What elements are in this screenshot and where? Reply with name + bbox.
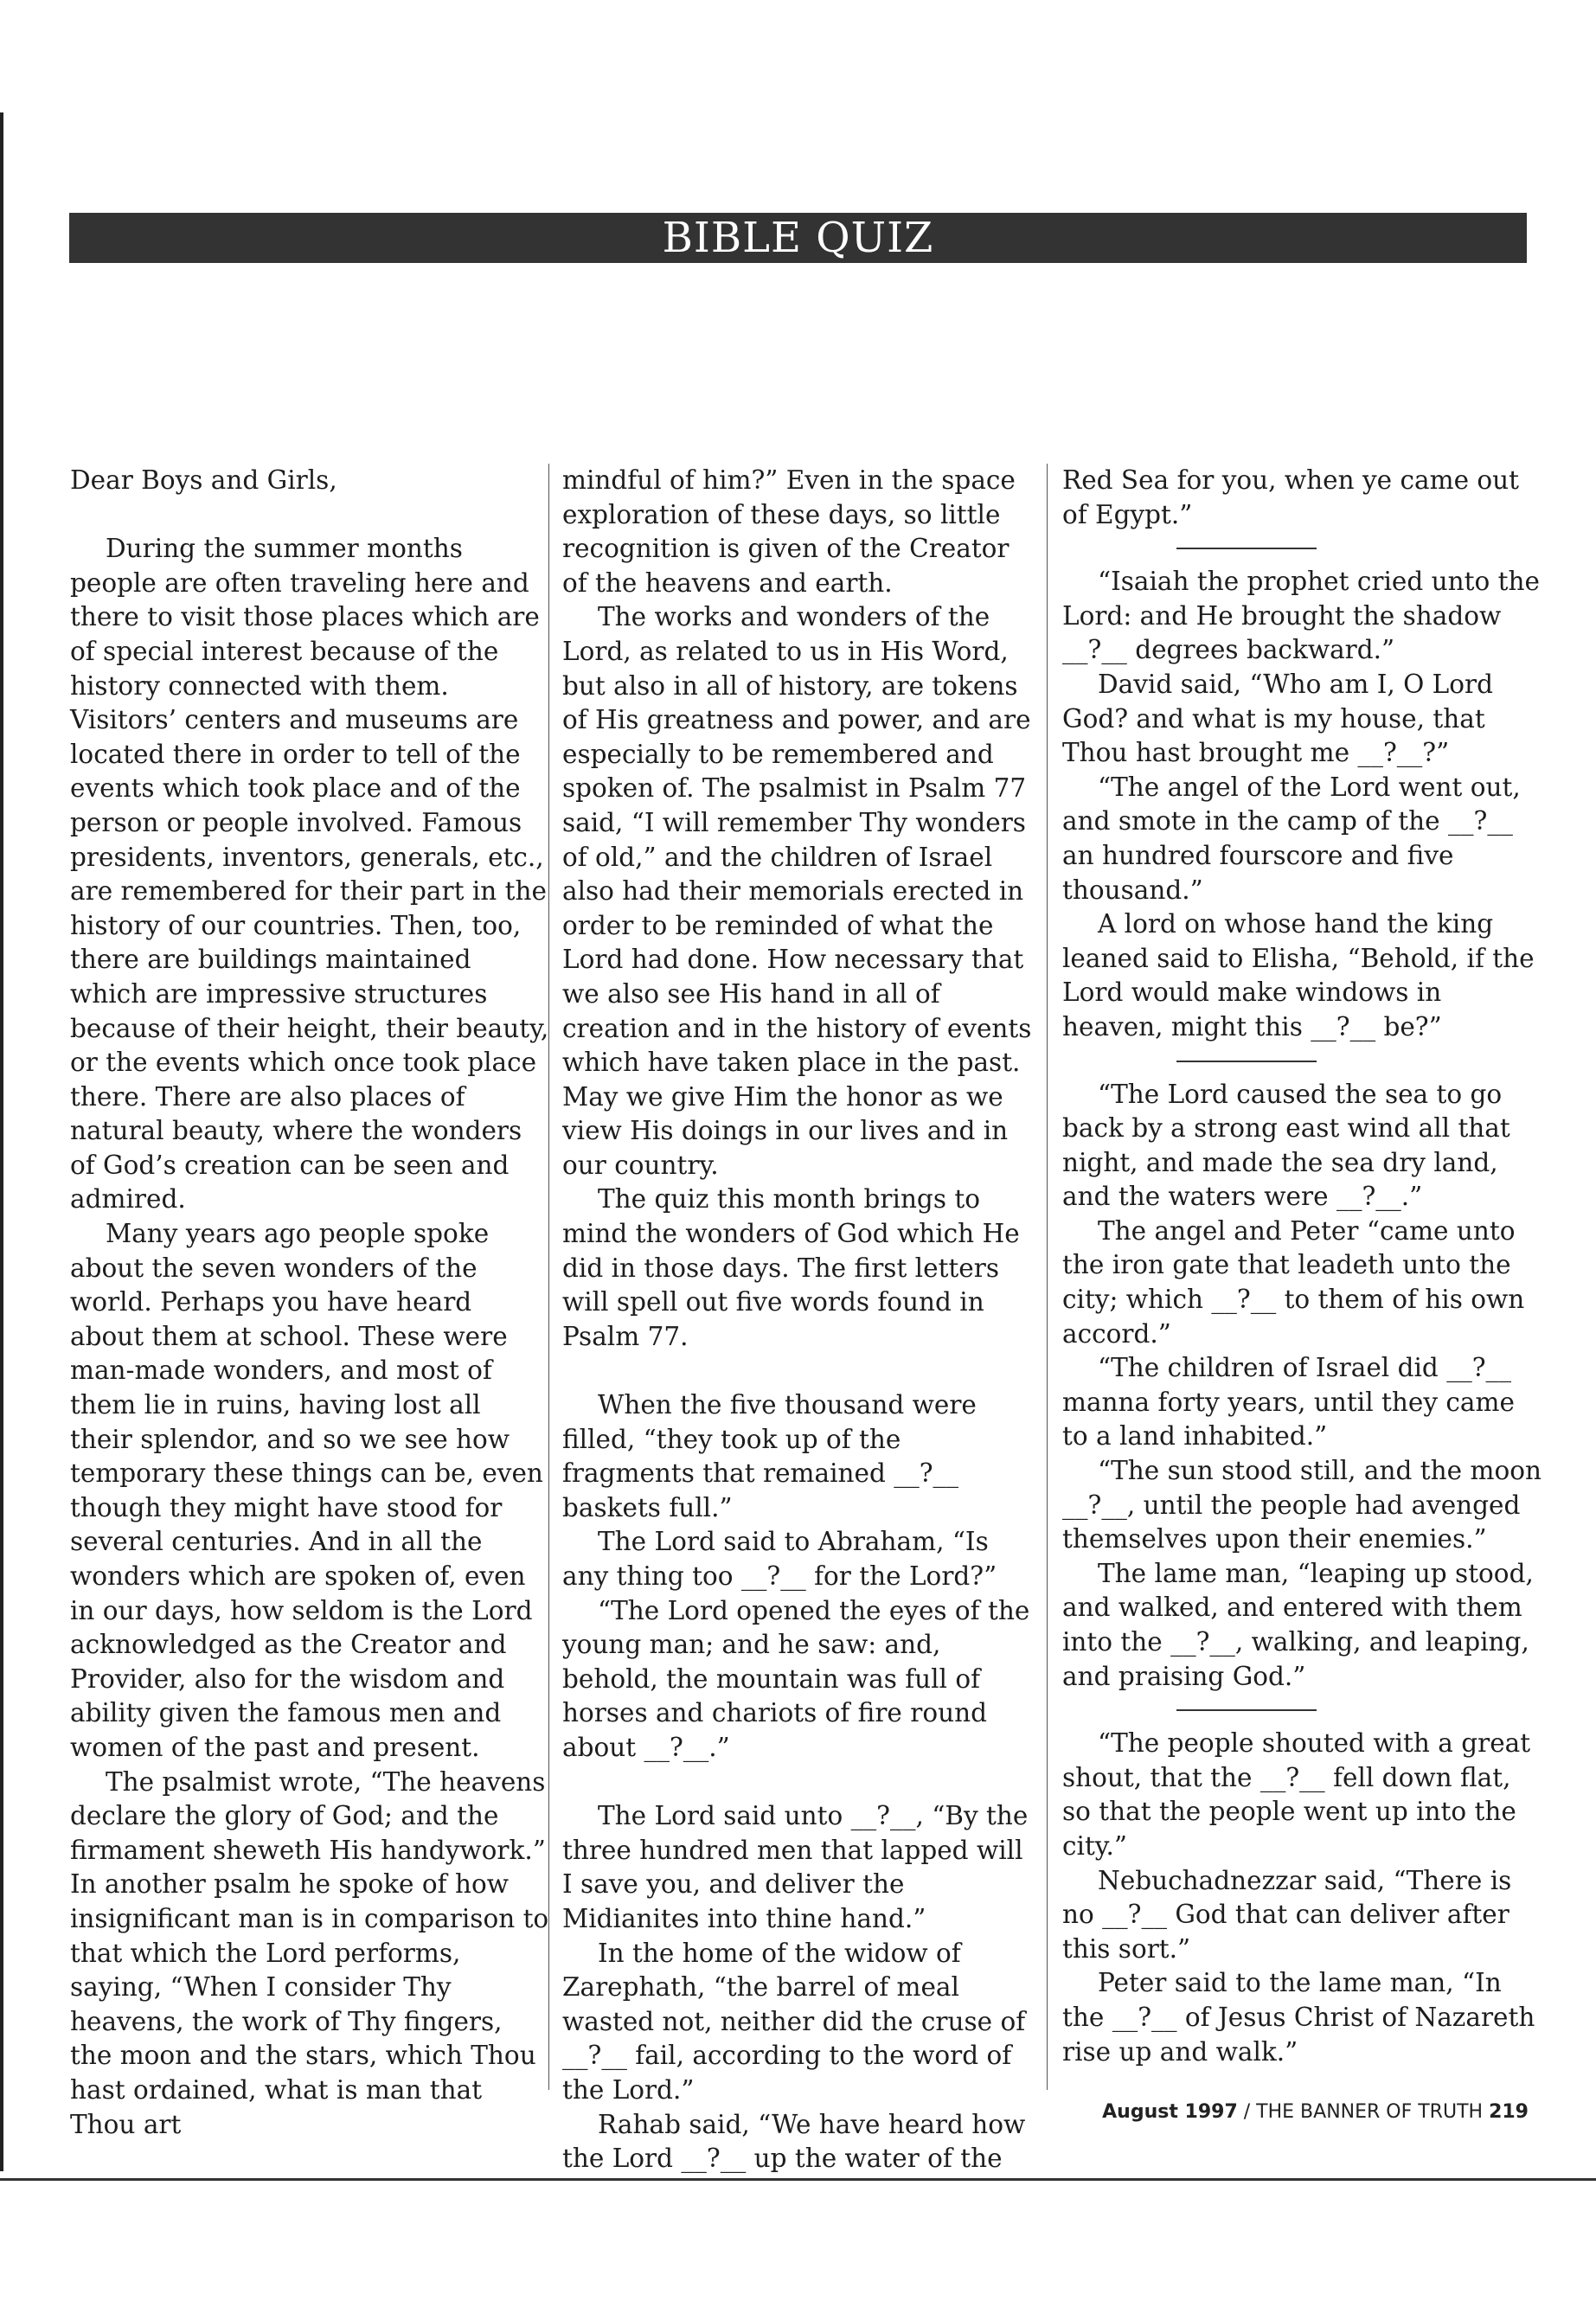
column-rule [1047, 464, 1048, 2090]
quiz-question: “The Lord opened the eyes of the young man; and he saw: and, behold, the mountain was full of horses and chariots of fire round about __?__.” [562, 1595, 1030, 1762]
paragraph: The psalmist wrote, “The heavens declare the glory of God; and the firmament sheweth His handywork.” In another psalm he spoke of how insignificant man is in comparison to that which the Lord performs, saying, “When I consider Thy heavens, the work of Thy fingers, the moon and the stars, which Thou hast ordained, what is man that Thou art [70, 1766, 549, 2139]
publication-name: THE BANNER OF TRUTH [1256, 2101, 1484, 2123]
paragraph: The quiz this month brings to mind the wonders of God which He did in those days. The first letters will spell out five words found in Psalm 77. [562, 1184, 1020, 1351]
quiz-question: “The Lord caused the sea to go back by a strong east wind all that night, and made the sea dry land, and the waters were __?__.” [1062, 1079, 1510, 1212]
section-divider [1176, 548, 1317, 549]
quiz-question: In the home of the widow of Zarephath, “the barrel of meal wasted not, neither did the cruse of __?__ fail, according to the word of the Lord.” [562, 1938, 1026, 2105]
issue-date: August 1997 [1102, 2101, 1238, 2123]
quiz-question: Nebuchadnezzar said, “There is no __?__ God that can deliver after this sort.” [1062, 1865, 1512, 1964]
scan-bottom-edge [0, 2178, 1596, 2181]
quiz-question: The Lord said to Abraham, “Is any thing too __?__ for the Lord?” [562, 1527, 997, 1591]
quiz-question: A lord on whose hand the king leaned said to Elisha, “Behold, if the Lord would make windows in heaven, might this __?__ be?” [1062, 909, 1535, 1042]
scan-left-edge [0, 112, 3, 2171]
section-divider [1176, 1061, 1317, 1062]
section-divider [1176, 1709, 1317, 1711]
column-3 [1062, 464, 1542, 2107]
quiz-question: The lame man, “leaping up stood, and walked, and entered with them into the __?__, walking, and leaping, and praising God.” [1062, 1558, 1534, 1691]
paragraph: mindful of him?” Even in the space exploration of these days, so little recognition is given of the Creator of the heavens and earth. [562, 465, 1016, 598]
page-title: BIBLE QUIZ [662, 214, 934, 262]
paragraph: The works and wonders of the Lord, as related to us in His Word, but also in all of history, are tokens of His greatness and power, and are especially to be remembered and spoken of. The psalmist in Psalm 77 said, “I will remember Thy wonders of old,” and the children of Israel also had their memorials erected in order to be reminded of what the Lord had done. How necessary that we also see His hand in all of creation and in the history of events which have taken place in the past. May we give Him the honor as we view His doings in our lives and in our country. [562, 602, 1032, 1180]
page-number: 219 [1489, 2101, 1529, 2123]
footer-separator: / [1237, 2101, 1257, 2123]
title-banner [69, 213, 1527, 263]
column-1 [70, 464, 550, 2139]
paragraph: During the summer months people are often traveling here and there to visit those places which are of special interest because of the history connected with them. Visitors’ centers and museums are located there in order to tell of the events which took place and of the person or people involved. Famous presidents, inventors, generals, etc., are remembered for their part in the history of our countries. Then, too, there are buildings maintained which are impressive structures because of their height, their beauty, or the events which once took place there. There are also places of natural beauty, where the wonders of God’s creation can be seen and admired. [70, 534, 549, 1215]
quiz-question: “The people shouted with a great shout, that the __?__ fell down flat, so that the people went up into the city.” [1062, 1728, 1531, 1861]
salutation: Dear Boys and Girls, [70, 465, 337, 495]
quiz-question: David said, “Who am I, O Lord God? and what is my house, that Thou hast brought me __?__?” [1062, 669, 1494, 768]
quiz-question: “The children of Israel did __?__ manna forty years, until they came to a land inhabited.” [1062, 1353, 1515, 1452]
quiz-question-continued: Red Sea for you, when ye came out of Egypt.” [1062, 465, 1520, 529]
quiz-question: “The sun stood still, and the moon __?__, until the people had avenged themselves upon their enemies.” [1062, 1456, 1542, 1554]
quiz-question: The angel and Peter “came unto the iron gate that leadeth unto the city; which __?__ to them of his own accord.” [1062, 1215, 1525, 1349]
quiz-question: “The angel of the Lord went out, and smote in the camp of the __?__ an hundred fourscore and five thousand.” [1062, 772, 1521, 905]
paragraph: Many years ago people spoke about the seven wonders of the world. Perhaps you have heard about them at school. These were man-made wonders, and most of them lie in ruins, having lost all their splendor, and so we see how temporary these things can be, even though they might have stood for several centuries. And in all the wonders which are spoken of, even in our days, how seldom is the Lord acknowledged as the Creator and Provider, also for the wisdom and ability given the famous men and women of the past and present. [70, 1219, 543, 1762]
quiz-question: When the five thousand were filled, “they took up of the fragments that remained __?__ baskets full.” [562, 1390, 977, 1522]
page-footer [1102, 2101, 1529, 2123]
quiz-question: The Lord said unto __?__, “By the three hundred men that lapped will I save you, and deliver the Midianites into thine hand.” [562, 1801, 1029, 1933]
column-2 [562, 464, 1034, 2174]
quiz-question: Peter said to the lame man, “In the __?__ of Jesus Christ of Nazareth rise up and walk.” [1062, 1968, 1535, 2067]
quiz-question: “Isaiah the prophet cried unto the Lord: and He brought the shadow __?__ degrees backward.” [1062, 567, 1540, 665]
quiz-question: Rahab said, “We have heard how the Lord __?__ up the water of the [562, 2109, 1026, 2174]
